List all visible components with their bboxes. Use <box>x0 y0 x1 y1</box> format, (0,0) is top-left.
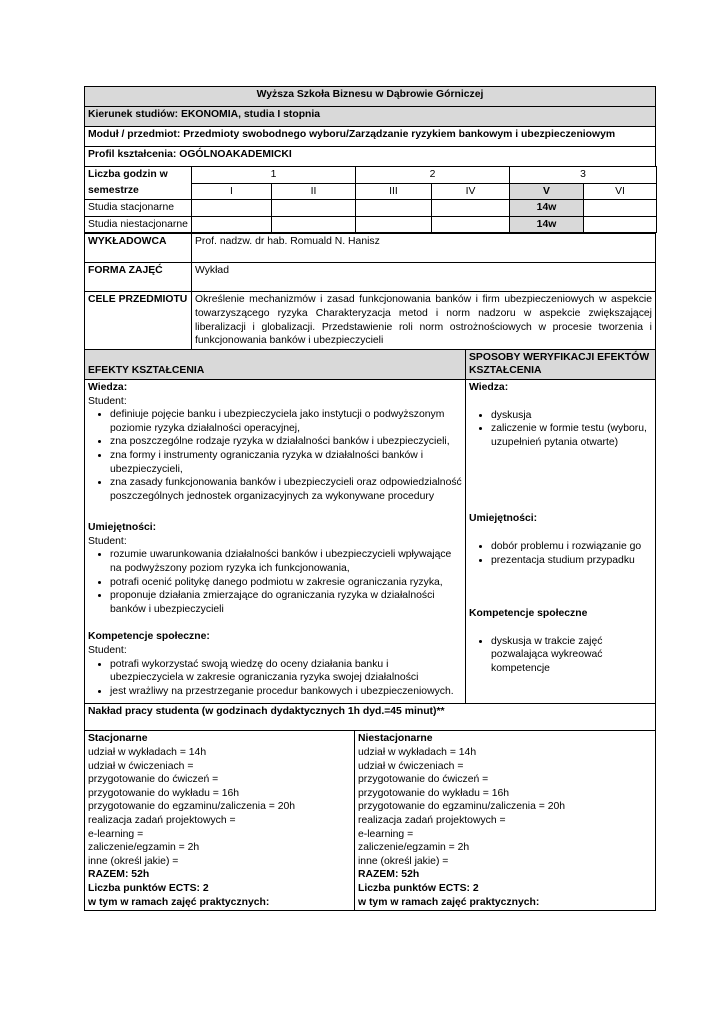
workload-line: przygotowanie do ćwiczeń = <box>88 774 219 786</box>
cele-value: Określenie mechanizmów i zasad funkcjonowania banków i firm ubezpieczeniowych w aspekcie towarzyszącego ryzyka Charakteryzacja metod i norm nadzoru w aspekcie zwiększającej liberalizacji i globalizacji. Przedstawienie roli norm ostrożnościowych w procesie tworzenia i funkcjonowania banków i ubezpieczycieli <box>192 292 656 349</box>
hours-label-1: Liczba godzin w <box>85 167 192 184</box>
niestacjonarne-heading: Niestacjonarne <box>358 733 433 745</box>
list-item: • zaliczenie w formie testu (wyboru, uzupełnień pytania otwarte) <box>491 422 652 449</box>
workload-line: e-learning = <box>88 828 144 840</box>
profil: Profil kształcenia: OGÓLNOAKADEMICKI <box>85 147 656 167</box>
cell <box>432 216 510 233</box>
wiedza-title: Wiedza: <box>88 381 128 393</box>
cell <box>356 200 432 217</box>
workload-stacjonarne <box>85 731 355 911</box>
praktyczne: w tym w ramach zajęć praktycznych: <box>358 896 540 908</box>
modul: Moduł / przedmiot: Przedmioty swobodnego wyboru/Zarządzanie ryzykiem bankowym i ubezpieczeniowym <box>85 127 656 147</box>
workload-niestacjonarne <box>355 731 656 911</box>
workload-title-table <box>84 703 656 731</box>
verif-wiedza-list <box>469 409 652 450</box>
row-label: Studia stacjonarne <box>85 200 192 217</box>
semester-III: III <box>356 183 432 200</box>
list-item: • zna zasady funkcjonowania banków i ubezpieczycieli oraz odpowiedzialność poszczególnych jednostek organizacyjnych za wykonywane procedury <box>110 476 462 503</box>
cell <box>272 200 356 217</box>
cell-v: 14w <box>510 200 584 217</box>
workload-line: udział w ćwiczeniach = <box>358 760 464 772</box>
list-item: • rozumie uwarunkowania działalności banków i ubezpieczycieli wpływające na podwyższony poziom ryzyka ich funkcjonowania, <box>110 548 462 575</box>
list-item: • zna formy i instrumenty ograniczania ryzyka w działalności banków i ubezpieczycieli, <box>110 449 462 476</box>
workload-line: udział w ćwiczeniach = <box>88 760 194 772</box>
wiedza-list <box>88 408 462 503</box>
info-table <box>84 232 656 349</box>
workload-line: inne (określ jakie) = <box>358 855 449 867</box>
cell <box>432 200 510 217</box>
workload-line: przygotowanie do egzaminu/zaliczenia = 20h <box>88 801 296 813</box>
verification-content <box>466 379 656 703</box>
workload-line: przygotowanie do wykładu = 16h <box>88 787 240 799</box>
list-item: • proponuje działania zmierzające do ograniczania ryzyka w działalności banków i ubezpieczycieli <box>110 589 462 616</box>
cell <box>584 200 657 217</box>
semester-VI: VI <box>584 183 657 200</box>
verif-umiejetnosci-list <box>469 540 652 567</box>
workload-line: zaliczenie/egzamin = 2h <box>88 842 200 854</box>
list-item: • potrafi ocenić politykę danego podmiotu w zakresie ograniczania ryzyka, <box>110 576 462 590</box>
cell <box>192 216 272 233</box>
list-item: • dyskusja w trakcie zajęć pozwalająca wykreować kompetencje <box>491 635 652 676</box>
student-label: Student: <box>88 535 127 547</box>
list-item: • prezentacja studium przypadku <box>491 554 652 568</box>
cell-v: 14w <box>510 216 584 233</box>
workload-line: zaliczenie/egzamin = 2h <box>358 842 470 854</box>
semester-II: II <box>272 183 356 200</box>
semester-V: V <box>510 183 584 200</box>
verif-umiejetnosci-title: Umiejętności: <box>469 513 538 525</box>
workload-title: Nakład pracy studenta (w godzinach dydaktycznych 1h dyd.=45 minut)** <box>85 704 656 731</box>
forma-value: Wykład <box>192 263 656 292</box>
year-2: 2 <box>356 167 510 184</box>
ects: Liczba punktów ECTS: 2 <box>358 882 479 894</box>
ects: Liczba punktów ECTS: 2 <box>88 882 209 894</box>
verif-kompetencje-title: Kompetencje społeczne <box>469 608 588 620</box>
workload-line: udział w wykładach = 14h <box>88 747 207 758</box>
list-item: • zna poszczególne rodzaje ryzyka w działalności banków i ubezpieczycieli, <box>110 435 462 449</box>
effects-table <box>84 349 656 705</box>
workload-line: przygotowanie do wykładu = 16h <box>358 787 510 799</box>
course-card <box>84 86 656 911</box>
student-label: Student: <box>88 645 127 657</box>
semester-IV: IV <box>432 183 510 200</box>
razem: RAZEM: 52h <box>88 869 150 881</box>
verification-header: SPOSOBY WERYFIKACJI EFEKTÓW KSZTAŁCENIA <box>466 349 656 379</box>
cele-label: CELE PRZEDMIOTU <box>85 292 192 349</box>
effects-content <box>85 379 466 703</box>
praktyczne: w tym w ramach zajęć praktycznych: <box>88 896 270 908</box>
list-item: • definiuje pojęcie banku i ubezpieczyciela jako instytucji o podwyższonym poziomie ryzyka działalności operacyjnej, <box>110 408 462 435</box>
hours-label-2: semestrze <box>85 183 192 200</box>
wykladowca-label: WYKŁADOWCA <box>85 233 192 263</box>
year-3: 3 <box>510 167 657 184</box>
hours-table <box>84 166 657 233</box>
cell <box>356 216 432 233</box>
wykladowca-value: Prof. nadzw. dr hab. Romuald N. Hanisz <box>192 233 656 263</box>
workload-line: udział w wykładach = 14h <box>358 747 477 758</box>
row-label: Studia niestacjonarne <box>85 216 192 233</box>
hours-row-stacjonarne <box>85 200 657 217</box>
list-item: • dyskusja <box>491 409 652 423</box>
cell <box>192 200 272 217</box>
workload-line: realizacja zadań projektowych = <box>358 814 506 826</box>
header-table <box>84 86 656 167</box>
workload-line: realizacja zadań projektowych = <box>88 814 236 826</box>
kompetencje-title: Kompetencje społeczne: <box>88 631 210 643</box>
list-item: • jest wrażliwy na przestrzeganie procedur bankowych i ubezpieczeniowych. <box>110 685 462 699</box>
verif-kompetencje-list <box>469 635 652 676</box>
year-1: 1 <box>192 167 356 184</box>
umiejetnosci-list <box>88 548 462 616</box>
student-label: Student: <box>88 395 127 407</box>
kierunek: Kierunek studiów: EKONOMIA, studia I stopnia <box>85 107 656 127</box>
forma-label: FORMA ZAJĘĆ <box>85 263 192 292</box>
hours-row-niestacjonarne <box>85 216 657 233</box>
list-item: • dobór problemu i rozwiązanie go <box>491 540 652 554</box>
workload-line: inne (określ jakie) = <box>88 855 179 867</box>
effects-header: EFEKTY KSZTAŁCENIA <box>85 349 466 379</box>
workload-line: przygotowanie do egzaminu/zaliczenia = 20h <box>358 801 566 813</box>
umiejetnosci-title: Umiejętności: <box>88 522 157 534</box>
razem: RAZEM: 52h <box>358 869 420 881</box>
workload-line: e-learning = <box>358 828 414 840</box>
workload-line: przygotowanie do ćwiczeń = <box>358 774 489 786</box>
stacjonarne-heading: Stacjonarne <box>88 733 148 745</box>
cell <box>584 216 657 233</box>
workload-table <box>84 730 656 911</box>
semester-I: I <box>192 183 272 200</box>
cell <box>272 216 356 233</box>
list-item: • potrafi wykorzystać swoją wiedzę do oceny działania banku i ubezpieczyciela w zakresie ograniczania ryzyka swojej działalności <box>110 658 462 685</box>
school-name: Wyższa Szkoła Biznesu w Dąbrowie Górniczej <box>85 87 656 107</box>
verif-wiedza-title: Wiedza: <box>469 381 509 393</box>
kompetencje-list <box>88 658 462 699</box>
